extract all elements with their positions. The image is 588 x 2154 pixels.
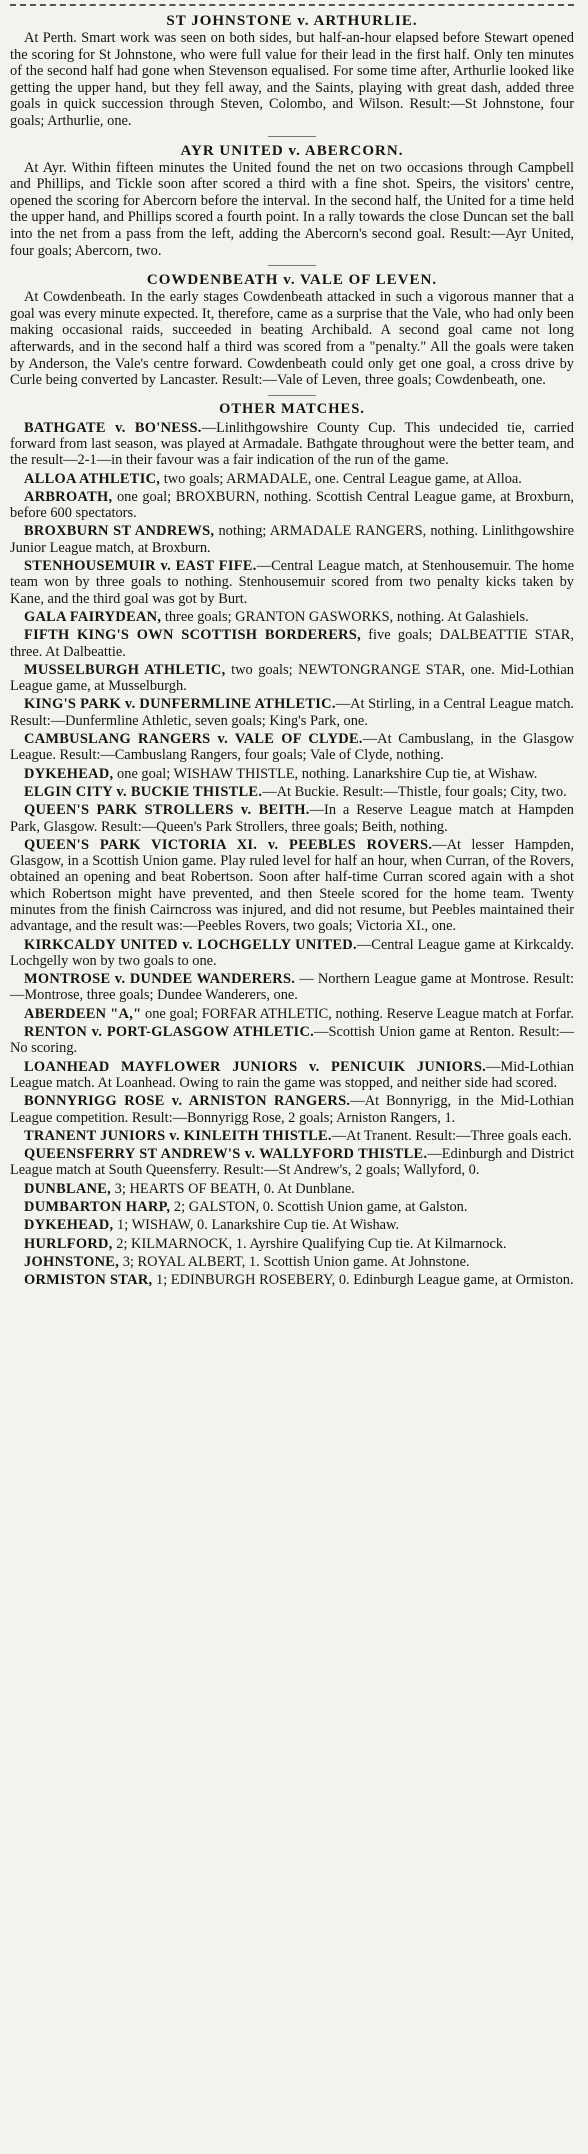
entry-teams: MONTROSE v. DUNDEE WANDERERS.	[24, 971, 296, 988]
match-entry	[10, 784, 574, 800]
match-entry	[10, 489, 574, 522]
entry-text: —Mid-Lothian League match. At Loanhead. Owing to rain the game was stopped, and neither side had scored.	[10, 1058, 574, 1091]
match-report	[10, 142, 574, 260]
match-entry	[10, 662, 574, 695]
entry-teams: HURLFORD,	[24, 1235, 113, 1252]
entry-text: —At Buckie. Result:—Thistle, four goals; City, two.	[262, 783, 567, 800]
entry-text: —At Stirling, in a Central League match. Result:—Dunfermline Athletic, seven goals; King's Park, one.	[10, 696, 574, 729]
match-entry	[10, 837, 574, 935]
match-report	[10, 12, 574, 130]
entry-teams: KIRKCALDY UNITED v. LOCHGELLY UNITED.	[24, 936, 357, 953]
entry-teams: GALA FAIRYDEAN,	[24, 608, 162, 625]
entry-text: nothing; ARMADALE RANGERS, nothing. Linlithgowshire Junior League match, at Broxburn.	[10, 523, 574, 556]
entry-teams: FIFTH KING'S OWN SCOTTISH BORDERERS,	[24, 627, 361, 644]
entry-teams: DYKEHEAD,	[24, 765, 114, 782]
entry-teams: RENTON v. PORT-GLASGOW ATHLETIC.	[24, 1024, 315, 1041]
match-entry	[10, 731, 574, 764]
entry-text: 2; KILMARNOCK, 1. Ayrshire Qualifying Cup tie. At Kilmarnock.	[112, 1235, 507, 1252]
entry-text: 3; ROYAL ALBERT, 1. Scottish Union game. At Johnstone.	[119, 1253, 470, 1270]
entry-text: five goals; DALBEATTIE STAR, three. At Dalbeattie.	[10, 627, 574, 660]
match-entry	[10, 1272, 574, 1288]
match-entry	[10, 1236, 574, 1252]
entry-teams: ARBROATH,	[24, 488, 113, 505]
entry-teams: QUEEN'S PARK STROLLERS v. BEITH.	[24, 802, 310, 819]
entry-text: —At lesser Hampden, Glasgow, in a Scottish Union game. Play ruled level for half an hour, when Curran, of the Rovers, obtained an opening and beat Robertson. Soon after half-time Curran scored again with a shot which Robertson might have prevented, and then Steele scored for the home team. Twenty minutes from the finish Cairncross was injured, and did not resume, but Peebles maintained their advantage, and the result was:—Peebles Rovers, two goals; Victoria XI., one.	[10, 836, 574, 935]
match-entry	[10, 971, 574, 1004]
match-entry	[10, 1024, 574, 1057]
top-rule	[10, 4, 574, 6]
report-headline: AYR UNITED v. ABERCORN.	[180, 142, 404, 159]
entry-text: —At Tranent. Result:—Three goals each.	[331, 1127, 572, 1144]
entry-teams: DYKEHEAD,	[24, 1217, 114, 1234]
entry-text: —At Bonnyrigg, in the Mid-Lothian League competition. Result:—Bonnyrigg Rose, 2 goals; Arniston Rangers, 1.	[10, 1093, 574, 1126]
divider	[268, 265, 316, 266]
entry-text: —Central League match, at Stenhousemuir. The home team won by three goals to nothing. Stenhousemuir scored from two penalty kicks taken by Kane, and the third goal was got by Burt.	[10, 558, 575, 607]
entry-text: —In a Reserve League match at Hampden Park, Glasgow. Result:—Queen's Park Strollers, three goals; Beith, nothing.	[10, 802, 574, 835]
report-body: At Ayr. Within fifteen minutes the United found the net on two occasions through Campbell and Phillips, and Tickle soon after scored a third with a fine shot. Speirs, the visitors' centre, opened the scoring for Abercorn before the interval. In the second half, the United for a time held the upper hand, and Phillips scored a fourth point. In a rally towards the close Duncan set the ball into the net from a pass from the left, adding the Abercorn's second goal. Result:—Ayr United, four goals; Abercorn, two.	[10, 159, 574, 259]
entry-text: one goal; FORFAR ATHLETIC, nothing. Reserve League match at Forfar.	[141, 1005, 575, 1022]
entry-text: two goals; ARMADALE, one. Central League game, at Alloa.	[160, 470, 522, 487]
entry-teams: TRANENT JUNIORS v. KINLEITH THISTLE.	[24, 1127, 332, 1144]
entry-text: 1; WISHAW, 0. Lanarkshire Cup tie. At Wishaw.	[113, 1217, 400, 1234]
entry-text: — Northern League game at Montrose. Result:—Montrose, three goals; Dundee Wanderers, one.	[10, 971, 574, 1004]
other-matches-list	[10, 420, 574, 1289]
entry-teams: QUEENSFERRY ST ANDREW'S v. WALLYFORD THISTLE.	[24, 1146, 428, 1163]
entry-text: three goals; GRANTON GASWORKS, nothing. At Galashiels.	[161, 608, 529, 625]
report-headline: ST JOHNSTONE v. ARTHURLIE.	[166, 13, 418, 29]
entry-teams: DUNBLANE,	[24, 1180, 112, 1197]
entry-teams: DUMBARTON HARP,	[24, 1199, 171, 1216]
entry-teams: ORMISTON STAR,	[24, 1272, 153, 1289]
entry-teams: ELGIN CITY v. BUCKIE THISTLE.	[24, 783, 263, 800]
entry-teams: BONNYRIGG ROSE v. ARNISTON RANGERS.	[24, 1093, 351, 1110]
entry-teams: CAMBUSLANG RANGERS v. VALE OF CLYDE.	[24, 731, 363, 748]
match-entry	[10, 1217, 574, 1233]
entry-teams: ABERDEEN "A,"	[24, 1005, 142, 1022]
match-entry	[10, 1199, 574, 1215]
match-entry	[10, 627, 574, 660]
entry-teams: STENHOUSEMUIR v. EAST FIFE.	[24, 558, 257, 575]
match-entry	[10, 1181, 574, 1197]
match-entry	[10, 766, 574, 782]
match-report	[10, 271, 574, 389]
entry-teams: ALLOA ATHLETIC,	[24, 470, 161, 487]
entry-text: 2; GALSTON, 0. Scottish Union game, at Galston.	[170, 1199, 468, 1216]
entry-text: 1; EDINBURGH ROSEBERY, 0. Edinburgh League game, at Ormiston.	[152, 1272, 574, 1289]
entry-text: —At Cambuslang, in the Glasgow League. Result:—Cambuslang Rangers, four goals; Vale of Clyde, nothing.	[10, 731, 575, 764]
entry-teams: JOHNSTONE,	[24, 1253, 120, 1270]
match-entry	[10, 1254, 574, 1270]
report-headline: COWDENBEATH v. VALE OF LEVEN.	[146, 272, 438, 289]
report-body: At Cowdenbeath. In the early stages Cowdenbeath attacked in such a vigorous manner that a goal was every minute expected. It, therefore, came as a surprise that the Vale, who had only been making occasional raids, succeeded in beating Archibald. A second goal came not long afterwards, and in the second half a third was scored from a "penalty." All the goals were taken by Anderson, the Vale's centre forward. Cowdenbeath could only get one goal, a cross drive by Curle being converted by Lancaster. Result:—Vale of Leven, three goals; Cowdenbeath, one.	[10, 289, 574, 389]
entry-teams: BATHGATE v. BO'NESS.	[24, 419, 202, 436]
divider	[268, 395, 316, 396]
match-entry	[10, 420, 574, 469]
match-entry	[10, 1093, 574, 1126]
match-entry	[10, 1059, 574, 1092]
match-entry	[10, 1128, 574, 1144]
match-entry	[10, 609, 574, 625]
section-title: OTHER MATCHES.	[219, 400, 365, 417]
entry-teams: KING'S PARK v. DUNFERMLINE ATHLETIC.	[24, 696, 336, 713]
match-entry	[10, 937, 574, 970]
entry-text: —Edinburgh and District League match at South Queensferry. Result:—St Andrew's, 2 goals; Wallyford, 0.	[10, 1146, 574, 1179]
entry-text: one goal; BROXBURN, nothing. Scottish Central League game, at Broxburn, before 600 spectators.	[10, 488, 574, 522]
entry-text: —Central League game at Kirkcaldy. Lochgelly won by two goals to one.	[10, 936, 574, 969]
match-entry	[10, 802, 574, 835]
divider	[268, 136, 316, 137]
entry-teams: BROXBURN ST ANDREWS,	[24, 523, 215, 540]
entry-text: two goals; NEWTONGRANGE STAR, one. Mid-Lothian League game, at Musselburgh.	[10, 661, 574, 695]
entry-text: —Scottish Union game at Renton. Result:—No scoring.	[10, 1024, 574, 1057]
match-entry	[10, 696, 574, 729]
entry-teams: LOANHEAD MAYFLOWER JUNIORS v. PENICUIK JUNIORS.	[24, 1058, 487, 1075]
match-entry	[10, 558, 574, 607]
match-entry	[10, 1146, 574, 1179]
entry-teams: MUSSELBURGH ATHLETIC,	[24, 661, 226, 678]
match-entry	[10, 471, 574, 487]
entry-teams: QUEEN'S PARK VICTORIA XI. v. PEEBLES ROVERS.	[24, 836, 433, 853]
report-body: At Perth. Smart work was seen on both sides, but half-an-hour elapsed before Stewart opened the scoring for St Johnstone, who were full value for their lead in the first half. Only ten minutes of the second half had gone when Stevenson equalised. For some time after, Arthurlie looked like getting the upper hand, but they fell away, and the Saints, playing with great dash, added three goals in quick succession through Steven, Colombo, and Wilson. Result:—St Johnstone, four goals; Arthurlie, one.	[10, 30, 574, 129]
entry-text: 3; HEARTS OF BEATH, 0. At Dunblane.	[111, 1180, 355, 1197]
match-entry	[10, 523, 574, 556]
entry-text: —Linlithgowshire County Cup. This undecided tie, carried forward from last season, was played at Armadale. Bathgate throughout were the better team, and the result—2-1—in their favour was a fair indication of the run of the game.	[10, 419, 574, 469]
match-entry	[10, 1006, 574, 1022]
entry-text: one goal; WISHAW THISTLE, nothing. Lanarkshire Cup tie, at Wishaw.	[113, 765, 538, 782]
